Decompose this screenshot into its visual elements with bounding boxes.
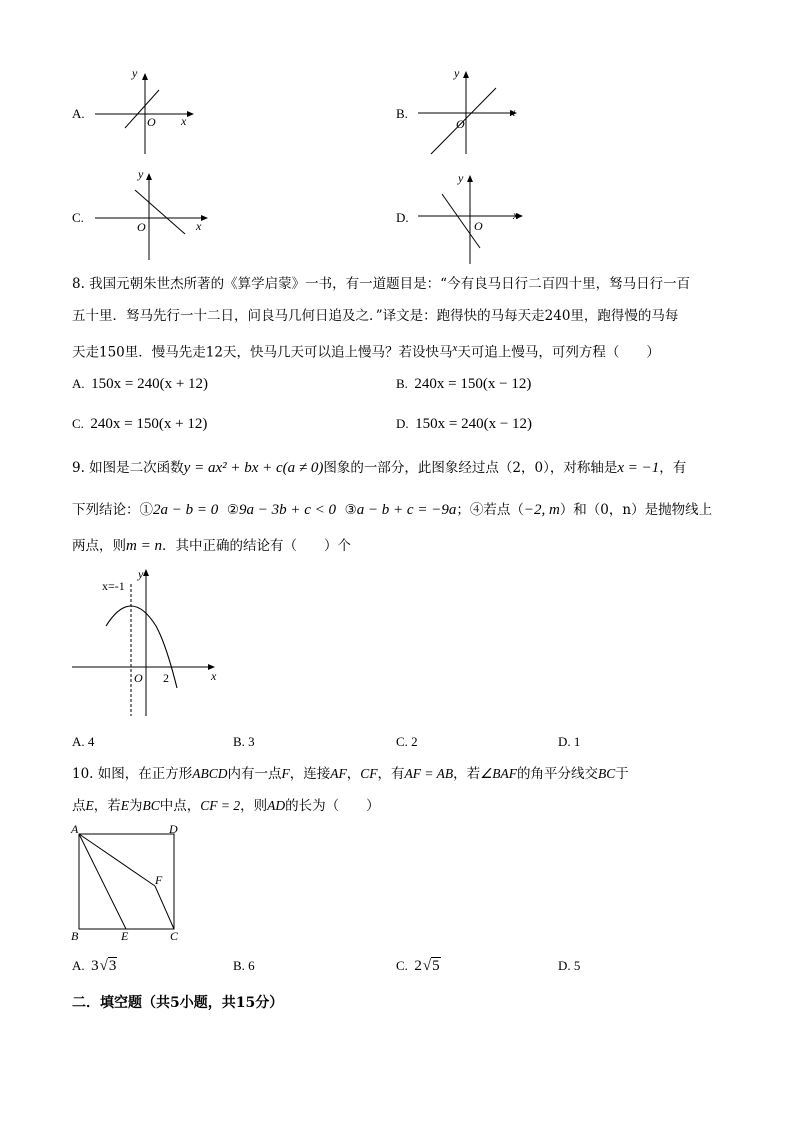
vertex-a-label: A bbox=[71, 822, 79, 836]
q8-option-a[interactable]: A. 150x = 240(x + 12) bbox=[72, 376, 209, 392]
y-axis-label: y bbox=[132, 68, 138, 80]
vertex-c-label: C bbox=[170, 929, 179, 943]
q10-option-d[interactable]: D. 5 bbox=[558, 958, 581, 973]
q7-graph-c bbox=[95, 166, 215, 262]
svg-text:x: x bbox=[196, 219, 202, 233]
point-e-label: E bbox=[121, 929, 129, 943]
q9-line-3: 两点，则m = n．其中正确的结论有（ ）个 bbox=[72, 538, 351, 554]
q10-option-c[interactable]: C. 2√5 bbox=[396, 958, 440, 974]
svg-text:O: O bbox=[137, 220, 146, 234]
q10-option-b[interactable]: B. 6 bbox=[233, 958, 255, 973]
q10-line-1: 10. 如图，在正方形ABCD内有一点F，连接AF，CF，有AF = AB，若∠BAF的角平分线交BC于 bbox=[72, 766, 629, 782]
svg-text:x: x bbox=[510, 105, 516, 119]
q7-graph-a bbox=[95, 68, 195, 158]
q7-option-d-letter: D. bbox=[396, 210, 409, 225]
vertex-d-label: D bbox=[169, 822, 178, 836]
q7-option-c-letter: C. bbox=[72, 210, 84, 225]
svg-text:x: x bbox=[513, 208, 519, 222]
svg-text:y: y bbox=[454, 66, 460, 80]
q9-option-c[interactable]: C. 2 bbox=[396, 734, 418, 749]
root-label: 2 bbox=[163, 671, 169, 685]
q10-option-a[interactable]: A. 3√3 bbox=[72, 958, 117, 974]
q9-option-b[interactable]: B. 3 bbox=[233, 734, 255, 749]
q9-parabola-figure bbox=[66, 564, 226, 722]
q8-option-b[interactable]: B. 240x = 150(x − 12) bbox=[396, 376, 532, 392]
x-axis-label: x bbox=[211, 669, 217, 683]
q8-line-1: 8. 我国元朝朱世杰所著的《算学启蒙》一书，有一道题目是：“今有良马日行二百四十里，驽马日行一百 bbox=[72, 276, 691, 292]
q10-line-2: 点E，若E为BC中点，CF = 2，则AD的长为（ ） bbox=[72, 798, 380, 814]
svg-text:y: y bbox=[138, 167, 144, 181]
y-axis-label: y bbox=[138, 567, 144, 581]
q10-square-figure bbox=[66, 820, 191, 944]
q8-line-2: 五十里．驽马先行一十二日，问良马几何日追及之．”译文是：跑得快的马每天走240里，跑得慢的马每 bbox=[72, 308, 679, 324]
q8-option-c[interactable]: C. 240x = 150(x + 12) bbox=[72, 416, 208, 432]
q8-option-d[interactable]: D. 150x = 240(x − 12) bbox=[396, 416, 533, 432]
symmetry-axis-label: x=-1 bbox=[102, 579, 125, 593]
q7-option-a-letter: A. bbox=[72, 106, 85, 121]
q9-line-1: 9. 如图是二次函数y = ax² + bx + c(a ≠ 0)图象的一部分，此图象经过点（2，0），对称轴是x = −1，有 bbox=[72, 460, 687, 476]
svg-text:O: O bbox=[474, 219, 483, 233]
x-axis-label: x bbox=[181, 114, 187, 128]
q8-line-3: 天走150里．慢马先走12天，快马几天可以追上慢马？若设快马$^x$天可追上慢马，可列方程（ ） bbox=[72, 342, 660, 361]
q9-line-2: 下列结论：①2a − b = 0 ②9a − 3b + c < 0 ③a − b + c = −9a；④若点（−2, m）和（0，n）是抛物线上 bbox=[72, 502, 713, 518]
q7-option-b-letter: B. bbox=[396, 106, 408, 121]
origin-label: O bbox=[134, 671, 143, 685]
svg-text:O: O bbox=[456, 117, 465, 131]
q9-option-d[interactable]: D. 1 bbox=[558, 734, 581, 749]
point-f-label: F bbox=[155, 873, 163, 887]
section-2-title: 二．填空题（共5小题，共15分） bbox=[72, 995, 284, 1011]
q7-graph-b bbox=[418, 66, 518, 158]
vertex-b-label: B bbox=[71, 929, 79, 943]
origin-label: O bbox=[147, 115, 156, 129]
q9-option-a[interactable]: A. 4 bbox=[72, 734, 95, 749]
svg-text:y: y bbox=[458, 171, 464, 185]
q7-graph-d bbox=[418, 170, 528, 266]
